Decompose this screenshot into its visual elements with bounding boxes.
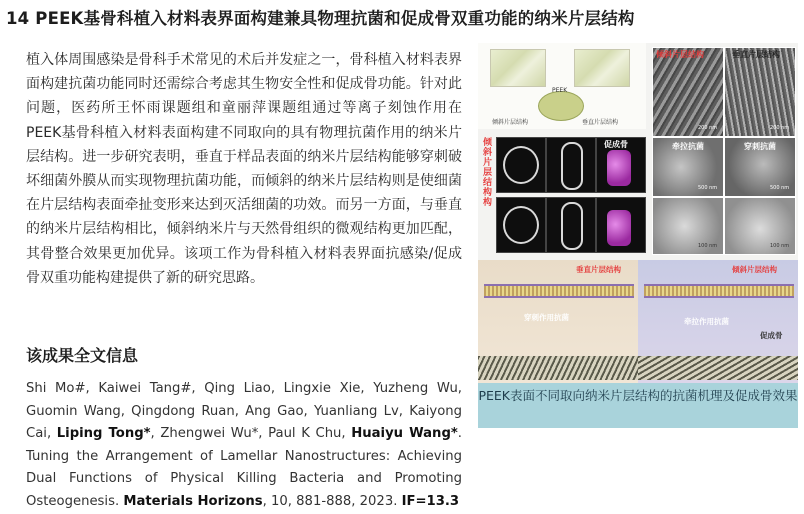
- schematic-panel: [478, 43, 646, 129]
- citation-details: , 10, 881-888, 2023.: [262, 493, 402, 509]
- figure-caption: PEEK表面不同取向纳米片层结构的抗菌机理及促成骨效果: [478, 388, 798, 403]
- research-figure: [478, 43, 798, 383]
- vertical-nanosheets: [478, 356, 638, 380]
- sem-pull-label: 牵拉抗菌: [672, 142, 704, 151]
- vertical-mini-label: 垂直片层结构: [582, 119, 619, 126]
- scale-bar-b: 200 nm: [770, 125, 790, 131]
- vertical-structure-render: [574, 49, 630, 87]
- abstract-paragraph: 植入体周围感染是骨科手术常见的术后并发症之一，骨科植入材料表界面构建抗菌功能同时还需综合考虑其生物安全性和促成骨功能。针对此问题，医药所王怀雨课题组和童丽萍课题组通过等离子刻蚀作用在PEEK基骨科植入材料表面构建不同取向的具有物理抗菌作用的纳米片层结构。进一步研究表明，垂直于样品表面的纳米片层结构能够穿刺破坏细菌外膜从而实现物理抗菌功能，而倾斜的纳米片层结构则是使细菌在片层结构表面牵扯变形来达到灭活细菌的功效。而另一方面，与垂直的纳米片层结构相比，倾斜纳米片与天然骨组织的微观结构更加匹配，其骨整合效果更加优异。该项工作为骨科植入材料表界面抗感染/促成骨双重功能构建提供了新的研究思路。: [26, 52, 462, 286]
- citation-authors-mid: , Zhengwei Wu*, Paul K Chu,: [150, 426, 352, 442]
- membrane-right: [644, 284, 794, 298]
- row-label-tilted: 倾斜片层结构: [481, 137, 491, 197]
- tilted-nanosheets: [638, 356, 798, 380]
- illus-tilted-label: 倾斜片层结构: [732, 265, 777, 274]
- scale-bar-f: 100 nm: [770, 243, 790, 249]
- citation-authors: Shi Mo#, Kaiwei Tang#, Qing Liao, Lingxie Xie, Yuzheng Wu, Guomin Wang, Qingdong Ruan, Ang Gao, Yuanliang Lv, Kaiyong Cai,: [26, 381, 462, 442]
- section-heading: 该成果全文信息: [26, 346, 139, 365]
- row-label-vertical: 构: [481, 197, 491, 207]
- ct-vertical-long: [546, 197, 596, 253]
- ct-tilted-cross: [496, 137, 546, 193]
- micro-ct-grid: [478, 135, 646, 253]
- sem-image-grid: [648, 43, 798, 255]
- sem-tilted-label: 倾斜片层结构: [656, 50, 704, 59]
- illus-pull-label: 牵拉作用抗菌: [684, 317, 729, 326]
- sem-tilted-image: [652, 47, 724, 137]
- sem-vertical-label: 垂直片层结构: [732, 50, 780, 59]
- journal-name: Materials Horizons: [123, 493, 263, 509]
- membrane-left: [484, 284, 634, 298]
- ct-vertical-cross: [496, 197, 546, 253]
- peek-disc: [538, 91, 584, 121]
- ct-promote-label: 促成骨: [604, 140, 628, 149]
- illus-bone-label: 促成骨: [760, 331, 783, 340]
- ct-tilted-long: [546, 137, 596, 193]
- scale-bar-e: 100 nm: [698, 243, 718, 249]
- impact-factor: IF=13.3: [401, 493, 460, 509]
- figure-caption-box: [478, 383, 798, 428]
- scale-bar-c: 500 nm: [698, 185, 718, 191]
- peek-label: PEEK: [552, 87, 568, 94]
- scale-bar-a: 200 nm: [698, 125, 718, 131]
- ct-vertical-3d: [596, 197, 646, 253]
- corresponding-author-1: Liping Tong*: [56, 426, 151, 442]
- sem-vertical-image: [724, 47, 796, 137]
- illus-vertical-label: 垂直片层结构: [576, 265, 621, 274]
- tilted-mini-label: 倾斜片层结构: [492, 119, 529, 126]
- corresponding-author-2: Huaiyu Wang*: [351, 426, 458, 442]
- tilted-structure-render: [490, 49, 546, 87]
- mechanism-illustration: [478, 260, 798, 383]
- scale-bar-d: 500 nm: [770, 185, 790, 191]
- sem-pierce-label: 穿刺抗菌: [744, 142, 776, 151]
- citation-title: . Tuning the Arrangement of Lamellar Nanostructures: Achieving Dual Functions of Physical Killing Bacteria and Promoting Osteogenesis.: [26, 426, 462, 509]
- article-title: 14 PEEK基骨科植入材料表界面构建兼具物理抗菌和促成骨双重功能的纳米片层结构: [6, 9, 635, 28]
- illus-pierce-label: 穿刺作用抗菌: [524, 313, 569, 322]
- citation: [26, 378, 462, 514]
